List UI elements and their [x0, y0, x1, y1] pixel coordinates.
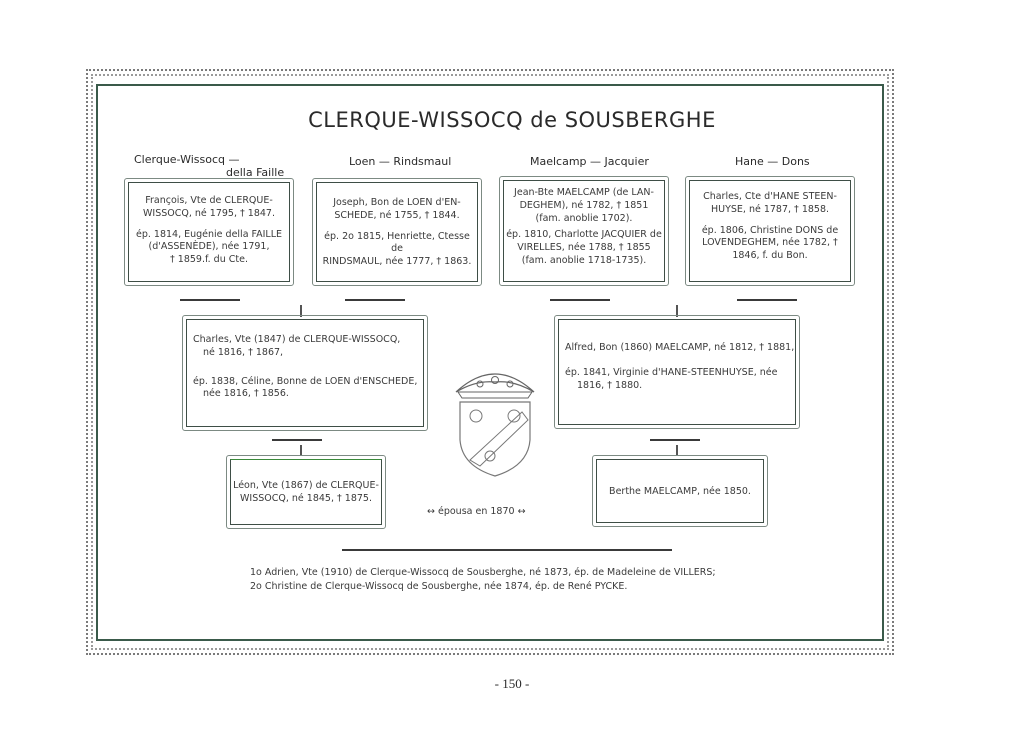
children-divider	[342, 549, 672, 551]
connector-line-left-top	[180, 299, 240, 301]
grandparents-box-clerque: François, Vte de CLERQUE- WISSOCQ, né 1795, † 1847. ép. 1814, Eugénie della FAILLE (d'ASSENÈDE), née 1791, † 1859.f. du Cte.	[128, 182, 290, 282]
parents-box-clerque: Charles, Vte (1847) de CLERQUE-WISSOCQ, né 1816, † 1867, ép. 1838, Céline, Bonne de LOEN d'ENSCHEDE, née 1816, † 1856.	[186, 319, 424, 427]
child-entry: 2o Christine de Clerque-Wissocq de Sousberghe, née 1874, ép. de René PYCKE.	[250, 580, 628, 592]
page-number: - 150 -	[494, 676, 530, 691]
connector-line-right-mid	[650, 439, 700, 441]
ornament-icon: ↔	[427, 506, 438, 517]
connector-line-right-top-2	[737, 299, 797, 301]
children-list	[250, 566, 716, 594]
column-heading-3: Maelcamp — Jacquier	[530, 155, 649, 168]
couple-box-husband: Léon, Vte (1867) de CLERQUE- WISSOCQ, né 1845, † 1875.	[230, 459, 382, 525]
connector-vline-right-mid	[676, 445, 678, 455]
connector-line-right-top	[550, 299, 610, 301]
parents-box-maelcamp: Alfred, Bon (1860) MAELCAMP, né 1812, † 1881, ép. 1841, Virginie d'HANE-STEENHUYSE, née 1816, † 1880.	[558, 319, 796, 425]
ornament-icon: ↔	[517, 506, 526, 517]
married-label: ↔ épousa en 1870 ↔	[427, 506, 526, 517]
column-heading-2: Loen — Rindsmaul	[349, 155, 452, 168]
child-entry: 1o Adrien, Vte (1910) de Clerque-Wissocq de Sousberghe, né 1873, ép. de Madeleine de VILLERS;	[250, 567, 716, 578]
page-title: CLERQUE-WISSOCQ de SOUSBERGHE	[308, 108, 716, 132]
column-heading-4: Hane — Dons	[735, 155, 810, 168]
connector-line-left-top-2	[345, 299, 405, 301]
couple-box-wife: Berthe MAELCAMP, née 1850.	[596, 459, 764, 523]
column-heading-1: Clerque-Wissocq — della Faille	[134, 153, 285, 179]
connector-line-left-mid	[272, 439, 322, 441]
coat-of-arms-icon	[450, 362, 540, 480]
connector-vline-left-mid	[300, 445, 302, 455]
grandparents-box-maelcamp: Jean-Bte MAELCAMP (de LAN- DEGHEM), né 1782, † 1851 (fam. anoblie 1702). ép. 1810, Charlotte JACQUIER de VIRELLES, née 1788, † 1855 (fam. anoblie 1718-1735).	[503, 180, 665, 282]
grandparents-box-loen: Joseph, Bon de LOEN d'EN- SCHEDE, né 1755, † 1844. ép. 2o 1815, Henriette, Ctesse de RINDSMAUL, née 1777, † 1863.	[316, 182, 478, 282]
grandparents-box-hane: Charles, Cte d'HANE STEEN- HUYSE, né 1787, † 1858. ép. 1806, Christine DONS de LOVENDEGHEM, née 1782, † 1846, f. du Bon.	[689, 180, 851, 282]
